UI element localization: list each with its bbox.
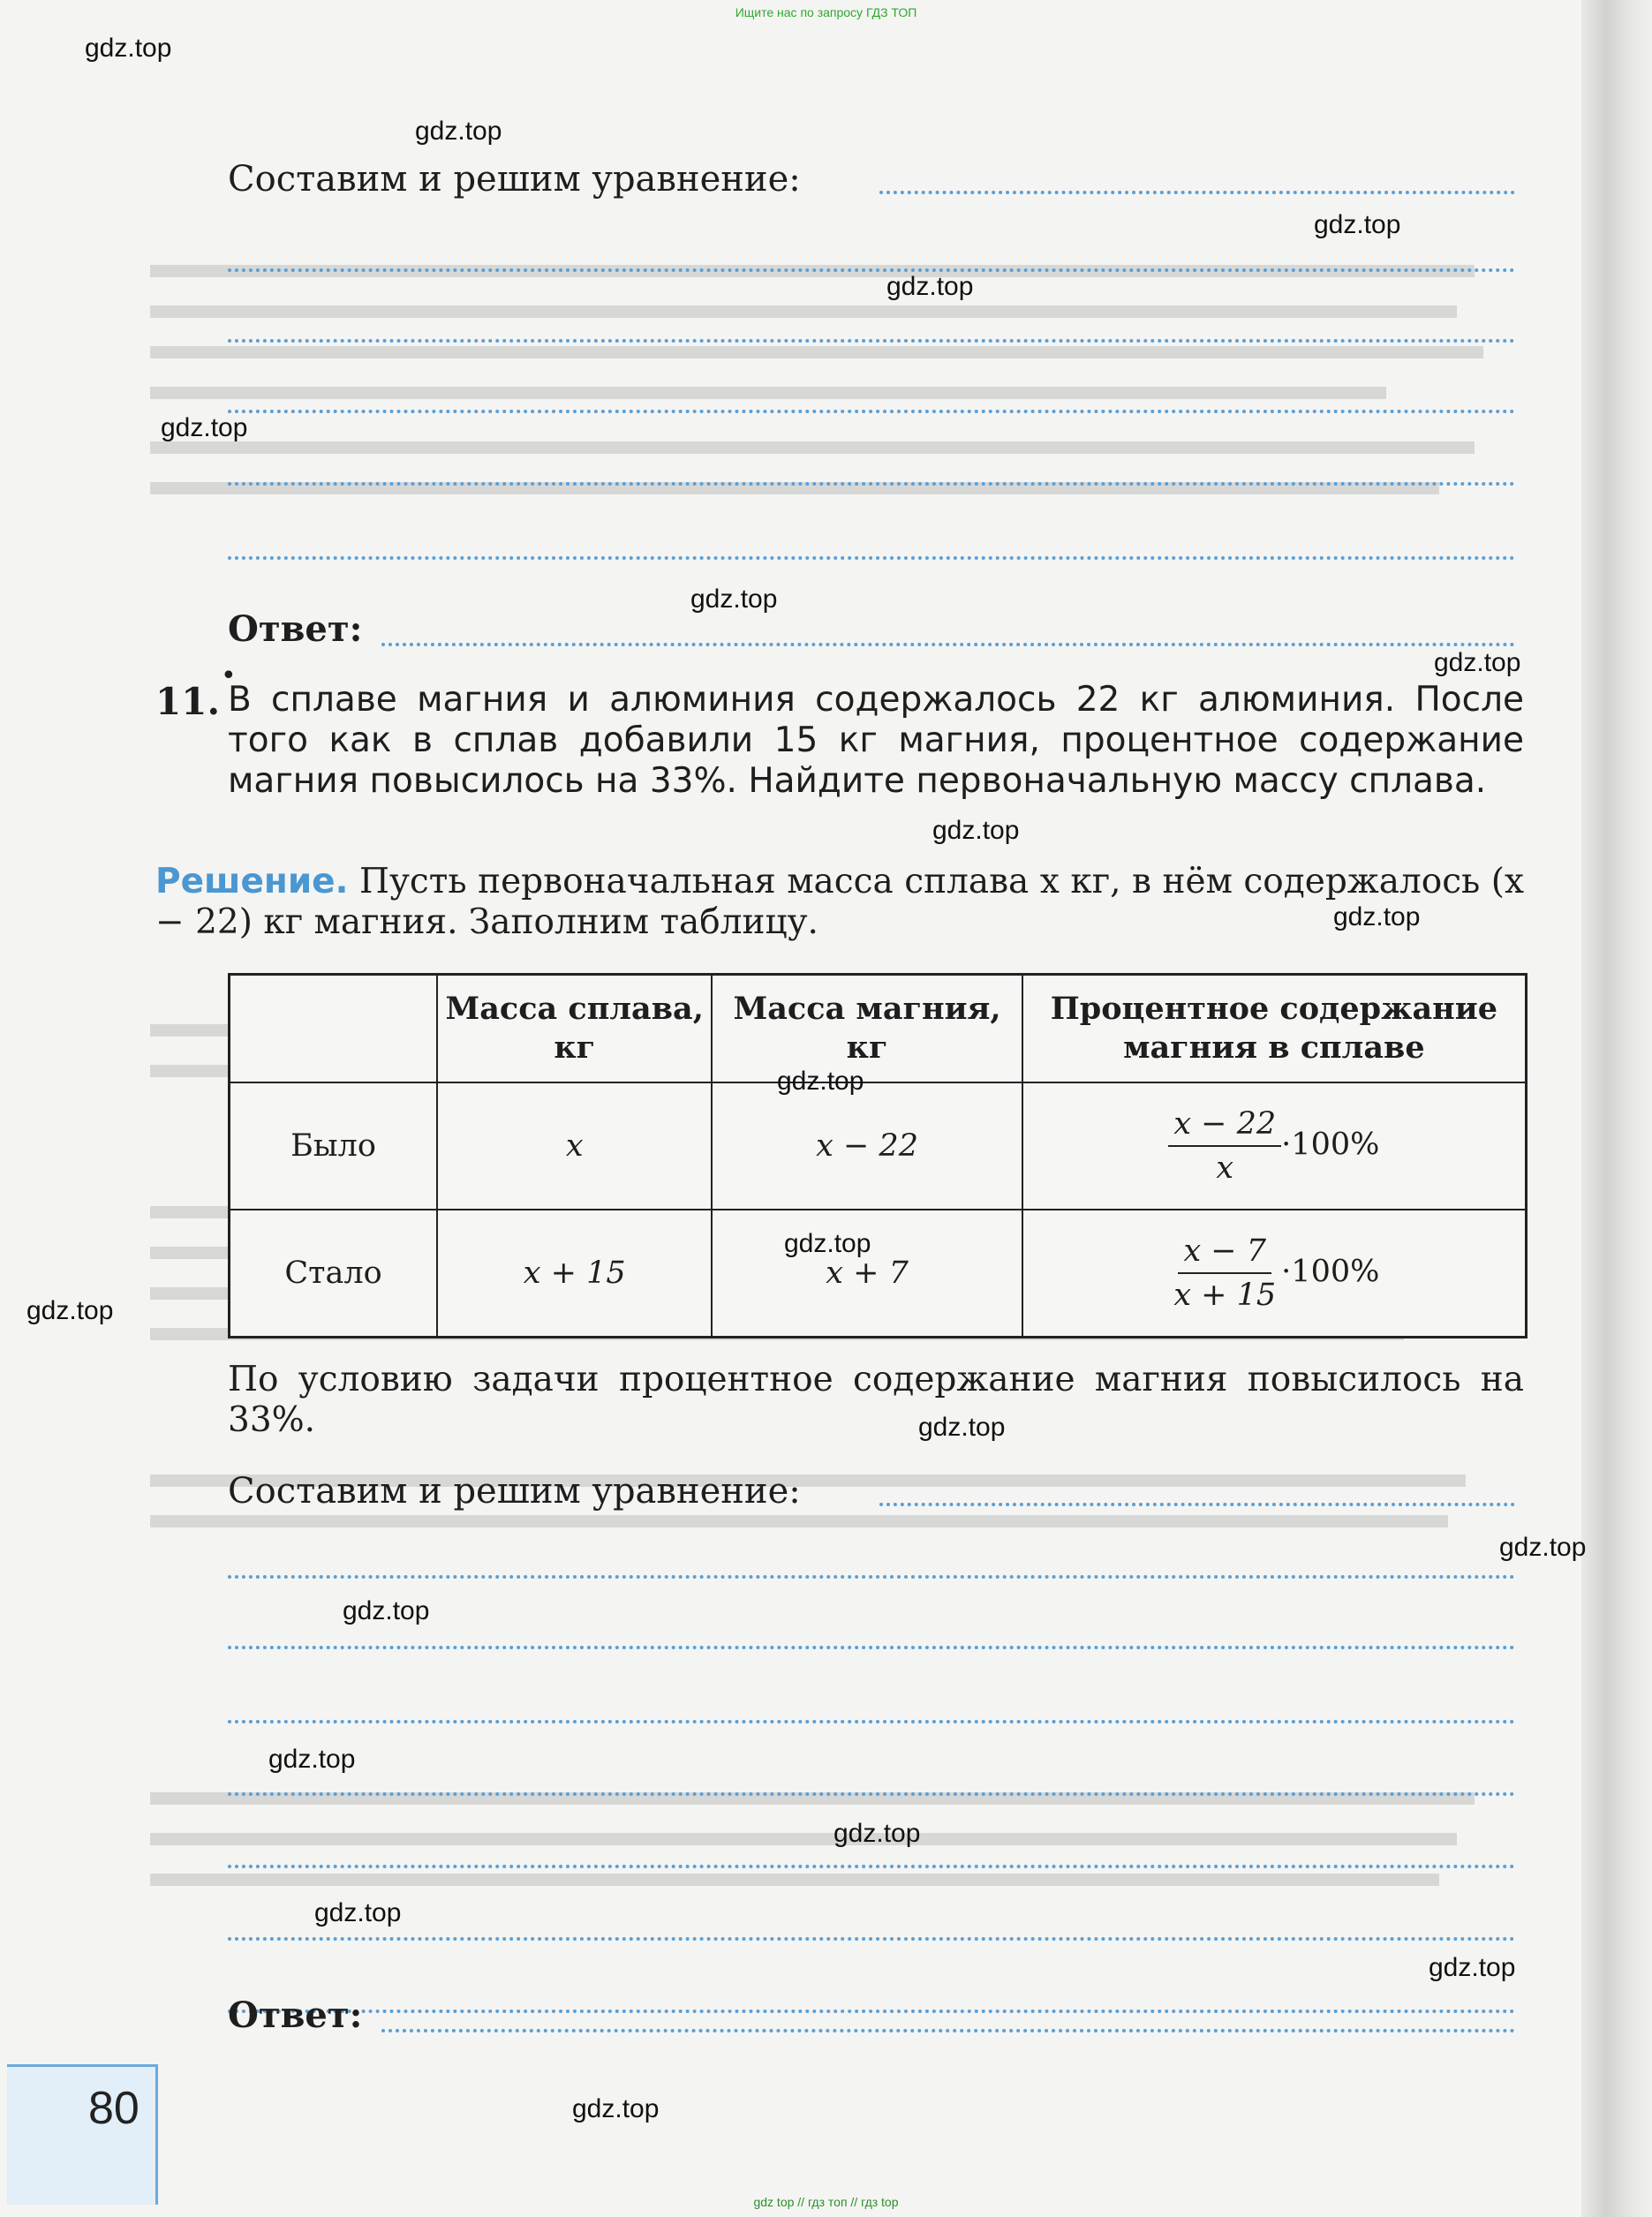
lower-fill-line-6 <box>228 1865 1515 1868</box>
lower-fill-line-1 <box>879 1503 1515 1506</box>
percent-cell <box>1022 1082 1527 1210</box>
watermark: gdz.top <box>415 117 502 146</box>
row-label: Было <box>230 1082 438 1210</box>
header-percent: Процентное содержание магния в сплаве <box>1022 975 1527 1083</box>
watermark: gdz.top <box>161 413 248 442</box>
fraction <box>1168 1106 1281 1186</box>
lower-answer-line <box>381 2029 1515 2032</box>
fraction-numerator: x − 22 <box>1168 1106 1281 1147</box>
magnesium-mass-cell <box>712 1082 1022 1210</box>
header-magnesium-mass: Масса магния, кг <box>712 975 1022 1083</box>
upper-fill-line-3 <box>228 339 1515 343</box>
watermark: gdz.top <box>85 34 172 63</box>
row-label: Стало <box>230 1210 438 1338</box>
lower-fill-line-7 <box>228 1937 1515 1941</box>
bottom-banner: gdz top // гдз топ // гдз top <box>753 2195 899 2209</box>
watermark: gdz.top <box>572 2094 660 2123</box>
magnesium-mass-value: x + 7 <box>826 1255 909 1291</box>
table-row <box>230 1210 1527 1338</box>
solution-label: Решение. <box>155 862 349 901</box>
upper-fill-line-2 <box>228 268 1515 272</box>
upper-fill-line-5 <box>228 482 1515 486</box>
watermark: gdz.top <box>690 584 778 614</box>
watermark: gdz.top <box>1499 1533 1587 1562</box>
alloy-mass-cell <box>437 1210 712 1338</box>
fraction-denominator: x <box>1216 1150 1234 1186</box>
alloy-mass-value: x <box>565 1127 584 1164</box>
problem-text: В сплаве магния и алюминия содержалось 22 кг алюминия. После того как в сплав добавили 15 кг магния, процентное содержание магния повысилось на 33%. Найдите первоначальную массу сплава. <box>228 680 1524 801</box>
watermark: gdz.top <box>918 1413 1006 1442</box>
watermark: gdz.top <box>314 1898 402 1927</box>
lower-fill-line-5 <box>228 1792 1515 1796</box>
small-dot: • <box>221 660 237 691</box>
watermark: gdz.top <box>1429 1953 1516 1982</box>
fraction-denominator: x + 15 <box>1173 1277 1277 1313</box>
upper-fill-line-4 <box>228 410 1515 413</box>
fraction-numerator: x − 7 <box>1178 1233 1271 1274</box>
percent-factor: ·100% <box>1281 1127 1380 1163</box>
watermark: gdz.top <box>784 1229 871 1258</box>
lower-fill-line-4 <box>228 1720 1515 1723</box>
lower-fill-line-3 <box>228 1646 1515 1649</box>
alloy-mass-value: x + 15 <box>523 1255 626 1291</box>
table-row <box>230 1082 1527 1210</box>
upper-answer-line <box>381 643 1515 646</box>
header-alloy-mass: Масса сплава, кг <box>437 975 712 1083</box>
watermark: gdz.top <box>932 816 1020 845</box>
watermark: gdz.top <box>268 1745 356 1774</box>
upper-fill-line-6 <box>228 556 1515 560</box>
solution-intro <box>155 862 1524 943</box>
alloy-mass-cell <box>437 1082 712 1210</box>
top-banner: Ищите нас по запросу ГДЗ ТОП <box>735 5 917 19</box>
upper-equation-prompt: Составим и решим уравнение: <box>228 159 801 200</box>
page-number: 80 <box>88 2083 140 2134</box>
upper-fill-line-1 <box>879 191 1515 194</box>
book-spine-shadow <box>1581 0 1652 2217</box>
upper-answer-label: Ответ: <box>228 608 363 650</box>
watermark: gdz.top <box>777 1067 864 1096</box>
table-header-row <box>230 975 1527 1083</box>
percent-factor: ·100% <box>1281 1254 1380 1290</box>
watermark: gdz.top <box>1333 902 1421 931</box>
problem-number: 11. <box>155 680 221 723</box>
condition-text: По условию задачи процентное содержание магния повысилось на 33%. <box>228 1360 1524 1440</box>
data-table <box>228 973 1528 1338</box>
watermark: gdz.top <box>343 1596 430 1625</box>
percent-cell <box>1022 1210 1527 1338</box>
watermark: gdz.top <box>834 1819 921 1848</box>
watermark: gdz.top <box>1314 210 1401 239</box>
header-empty <box>230 975 438 1083</box>
lower-answer-label: Ответ: <box>228 1995 363 2036</box>
watermark: gdz.top <box>886 272 974 301</box>
lower-equation-prompt: Составим и решим уравнение: <box>228 1471 801 1512</box>
watermark: gdz.top <box>1434 648 1521 677</box>
solution-text: Пусть первоначальная масса сплава x кг, в нём содержалось (x − 22) кг магния. Заполним таблицу. <box>155 862 1524 942</box>
magnesium-mass-value: x − 22 <box>816 1127 918 1164</box>
lower-fill-line-8 <box>228 2010 1515 2013</box>
watermark: gdz.top <box>26 1296 114 1325</box>
lower-fill-line-2 <box>228 1575 1515 1579</box>
fraction <box>1168 1233 1281 1313</box>
